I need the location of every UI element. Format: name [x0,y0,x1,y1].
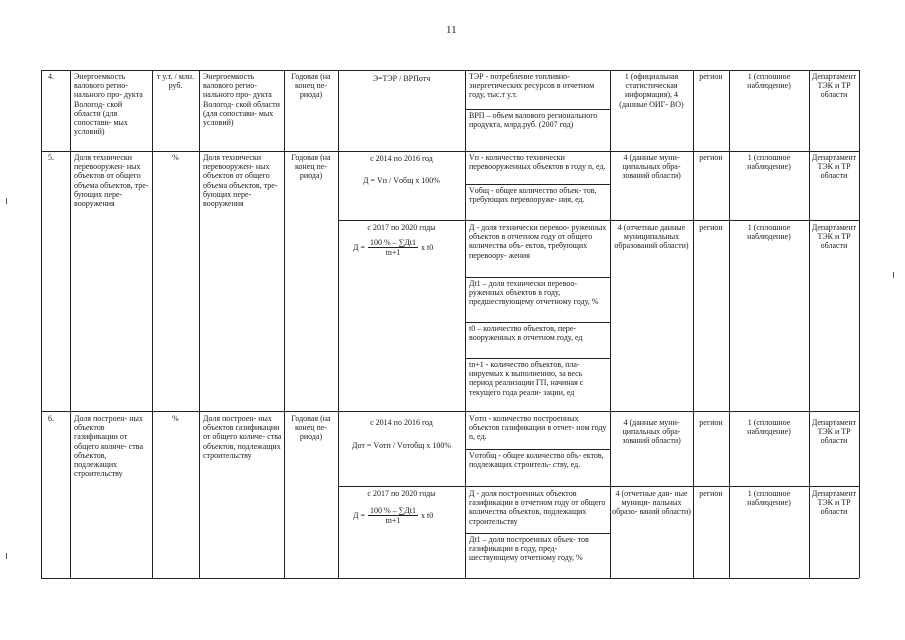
row5-number: 5. [48,153,54,162]
page-number: 11 [446,24,457,36]
row6-a-responsible: Департамент ТЭК и ТР области [811,418,857,446]
row6-b-responsible: Департамент ТЭК и ТР области [811,489,857,517]
row5-a-method: 1 (сплошное наблюдение) [747,153,791,172]
row5-b-formula-rhs: x t0 [421,243,434,252]
row6-b-denominator: tn+1 [385,516,401,525]
row5-a-var-2: Vобщ - общее количество объек- тов, требующих перевооруже- ния, ед. [469,186,597,205]
row4-period: Годовая (на конец пе- риода) [291,72,331,100]
row6-b-fraction [368,506,418,525]
row6-definition: Доля построен- ных объектов газификации от общего количе- ства объектов, подлежащих строительству [203,414,282,460]
row6-a-var-2: Vотобщ - общее количество объ- ектов, подлежащих строитель- ству, ед. [469,451,604,470]
row5-b-formula [353,238,433,257]
row5-b-source: 4 (отчетные данные муниципальных образований области) [614,223,689,251]
row6-b-formula-lhs: Д = [353,511,365,520]
row6-a-formula-title: с 2014 по 2016 год [370,418,433,427]
row6-b-var-1: Д - доля построенных объектов газификации в отчетном году от общего количества объектов, подлежащих строительству [469,489,606,526]
row5-b-responsible: Департамент ТЭК и ТР области [811,223,857,251]
row6-unit: % [172,414,179,423]
row5-a-source: 4 (данные муни- ципальных обра- зований области) [622,153,681,181]
row4-method: 1 (сплошное наблюдение) [747,72,791,91]
row6-number: 6. [48,414,54,423]
row6-a-var-1: Vотп - количество построенных объектов газификации в отчет- ном году n, ед. [469,414,607,442]
row6-b-numerator: 100 % – ∑Дt1 [369,506,417,515]
row5-b-method: 1 (сплошное наблюдение) [747,223,791,242]
row6-b-method: 1 (сплошное наблюдение) [747,489,791,508]
row4-name: Энергоемкость валового регио- нального про- дукта Вологод- ской области (для сопостави- мых условий) [74,72,143,137]
row5-b-numerator: 100 % – ∑Дt1 [369,238,417,247]
row5-name: Доля технически перевооружен- ных объектов от общего объема объектов, тре- бующих пере- вооружения [74,153,149,209]
row5-b-var-1: Д - доля технически перевоо- руженных объектов в отчетном году от общего количества объ- ектов, требующих перевоору- жения [469,223,607,260]
row5-period: Годовая (на конец пе- риода) [291,153,331,181]
row5-unit: % [172,153,179,162]
row4-responsible: Департамент ТЭК и ТР области [811,72,857,100]
row5-a-responsible: Департамент ТЭК и ТР области [811,153,857,181]
row6-b-source: 4 (отчетные дан- ные муници- пальных образо- ваний области) [612,489,691,517]
row6-name: Доля построен- ных объектов газификации от общего количе- ства объектов, подлежащих строительству [74,414,144,479]
row5-b-var-3: t0 – количество объектов, пере- вооруженных в отчетном году, ед [469,324,583,343]
row5-b-denominator: tn+1 [385,248,401,257]
row5-a-formula-title: с 2014 по 2016 год [370,154,433,163]
row5-b-var-2: Дt1 – доля технически перевоо- руженных объектов в году, предшествующему отчетному году, % [469,279,599,307]
row6-a-source: 4 (данные муни- ципальных обра- зований области) [622,418,681,446]
row4-number: 4. [48,72,54,81]
row5-b-fraction [368,238,418,257]
row6-a-method: 1 (сплошное наблюдение) [747,418,791,437]
row4-source: 1 (официальная статистическая информация), 4 (данные ОИГ- ВО) [619,72,684,109]
row5-b-level: регион [699,223,723,232]
row5-definition: Доля технически перевооружен- ных объектов от общего объема объектов, тре- бующих пере- вооружения [203,153,278,209]
row6-b-level: регион [699,489,723,498]
row4-formula: Э=ТЭР / ВРПотч [372,74,431,83]
row4-var-2: ВРП – объем валового регионального продукта, млрд.руб. (2007 год) [469,111,598,130]
row5-b-formula-lhs: Д = [353,243,365,252]
row4-level: регион [699,72,723,81]
row6-b-formula-rhs: x t0 [421,511,434,520]
row6-b-formula-title: с 2017 по 2020 годы [367,489,436,498]
row5-a-level: регион [699,153,723,162]
row5-b-formula-title: с 2017 по 2020 годы [367,223,436,232]
row4-unit: т у.т. / млн. руб. [156,72,195,91]
row4-definition: Энергоемкость валового регио- нального про- дукта Вологод- ской области (для сопостави- мых условий) [203,72,280,128]
row4-var-1: ТЭР - потребление топливно- энергетических ресурсов в отчетном году, тыс.т у.т. [469,72,595,100]
row5-b-var-4: tn+1 - количество объектов, пла- нируемых к выполнению, за весь период реализации ГП, начиная с текущего года реали- зации, ед [469,360,584,397]
row6-b-var-2: Дt1 – доля построенных объек- тов газификации в году, пред- шествующему отчетному году, % [469,535,589,563]
row6-a-formula: Дот = Vотп / Vотобщ x 100% [352,441,451,450]
row6-b-formula [353,506,433,525]
row6-a-level: регион [699,418,723,427]
row6-period: Годовая (на конец пе- риода) [291,414,331,442]
row5-a-formula: Д = Vп / Vобщ x 100% [363,176,440,185]
row5-a-var-1: Vп - количество технически перевооруженных объектов в году n, ед. [469,153,606,172]
